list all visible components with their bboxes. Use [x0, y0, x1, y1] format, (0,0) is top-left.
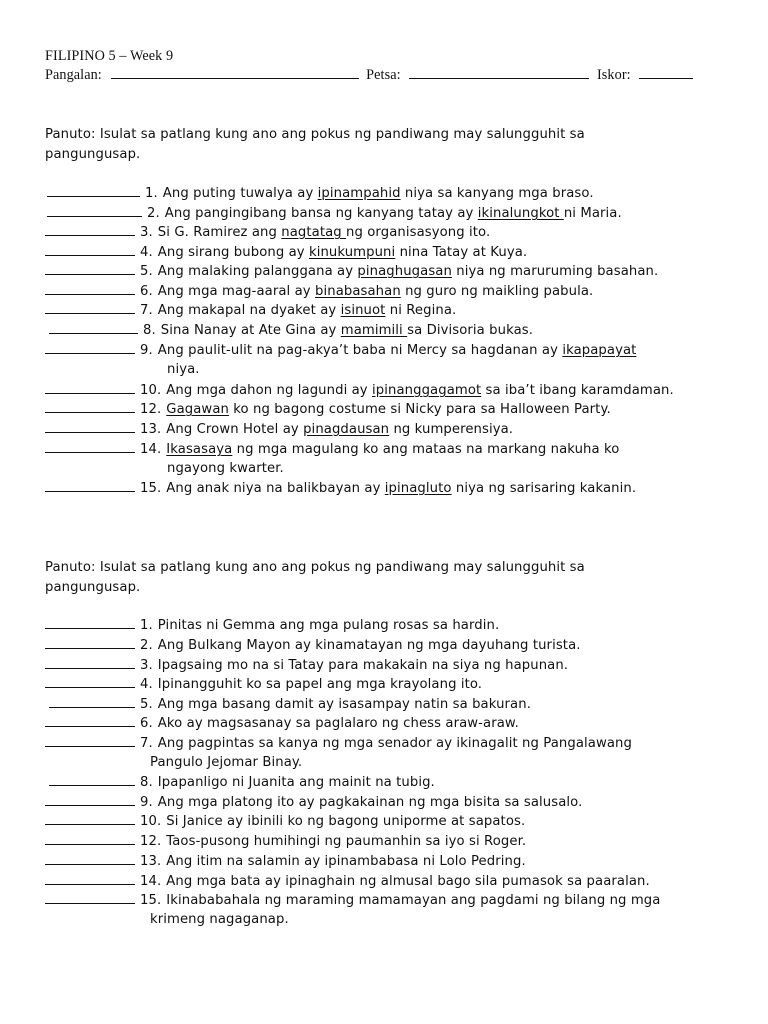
underlined-verb: mamimili: [340, 323, 408, 338]
item-text: Ang makapal na dyaket ay: [157, 303, 341, 318]
item-text: niya ng sarisaring kakanin.: [451, 481, 637, 496]
item-number: 1.: [140, 618, 153, 633]
item-number: 8.: [143, 323, 156, 338]
item-number: 6.: [140, 284, 153, 299]
score-blank[interactable]: [639, 66, 693, 79]
answer-blank[interactable]: [49, 773, 135, 786]
item-number: 2.: [140, 638, 153, 653]
section2-item: [49, 695, 531, 714]
item-number: 5.: [140, 264, 153, 279]
section1-instructions-cont: pangungusap.: [45, 147, 141, 162]
answer-blank[interactable]: [45, 832, 135, 845]
underlined-verb: ipinampahid: [317, 186, 401, 201]
item-text: Ipapanligo ni Juanita ang mainit na tubig.: [157, 775, 435, 790]
item-number: 5.: [140, 697, 153, 712]
item-text: sa Divisoria bukas.: [407, 323, 534, 338]
item-text: sa iba’t ibang karamdaman.: [481, 383, 674, 398]
item-number: 9.: [140, 795, 153, 810]
item-text: ni Maria.: [563, 206, 622, 221]
answer-blank[interactable]: [45, 400, 135, 413]
answer-blank[interactable]: [49, 695, 135, 708]
section2-item: [45, 832, 526, 851]
section2-item: [45, 714, 519, 733]
section1-item: [45, 479, 636, 498]
section1-item: [45, 282, 593, 301]
item-text: Ang itim na salamin ay ipinambabasa ni Lolo Pedring.: [166, 854, 526, 869]
item-number: 4.: [140, 245, 153, 260]
item-text: Ang pangingibang bansa ng kanyang tatay ay: [164, 206, 478, 221]
item-text: Ipagsaing mo na si Tatay para makakain na siya ng hapunan.: [157, 658, 569, 673]
name-label: Pangalan:: [45, 67, 102, 83]
item-text: niya sa kanyang mga braso.: [400, 186, 594, 201]
section2-item: [45, 852, 526, 871]
item-text-continuation: krimeng nagaganap.: [150, 912, 289, 927]
item-text: Ang mga mag-aaral ay: [157, 284, 315, 299]
item-text: Ako ay magsasanay sa paglalaro ng chess araw-araw.: [157, 716, 519, 731]
answer-blank[interactable]: [45, 852, 135, 865]
answer-blank[interactable]: [47, 204, 142, 217]
item-number: 4.: [140, 677, 153, 692]
item-text: ng kumperensiya.: [389, 422, 514, 437]
section1-item: [47, 204, 622, 223]
section1-item: [45, 223, 490, 242]
section2-item: [45, 891, 660, 910]
answer-blank[interactable]: [45, 420, 135, 433]
section1-item: [45, 400, 611, 419]
item-text: Ang paulit-ulit na pag-akya’t baba ni Mercy sa hagdanan ay: [157, 343, 563, 358]
item-number: 13.: [140, 422, 162, 437]
item-number: 1.: [145, 186, 158, 201]
underlined-verb: isinuot: [340, 303, 386, 318]
item-number: 10.: [140, 814, 162, 829]
item-text: Ang Bulkang Mayon ay kinamatayan ng mga dayuhang turista.: [157, 638, 581, 653]
section1-item: [45, 420, 513, 439]
item-text: ni Regina.: [385, 303, 457, 318]
item-text: ng guro ng maikling pabula.: [400, 284, 594, 299]
item-text: Ang mga bata ay ipinaghain ng almusal bago sila pumasok sa paaralan.: [166, 874, 650, 889]
section1-item: [45, 243, 527, 262]
answer-blank[interactable]: [45, 675, 135, 688]
section2-item: [49, 773, 435, 792]
item-text-continuation: ngayong kwarter.: [167, 461, 284, 476]
item-number: 9.: [140, 343, 153, 358]
section2-item: [45, 812, 525, 831]
answer-blank[interactable]: [45, 616, 135, 629]
answer-blank[interactable]: [45, 381, 135, 394]
section1-item: [45, 381, 674, 400]
section2-item: [45, 793, 582, 812]
answer-blank[interactable]: [45, 243, 135, 256]
answer-blank[interactable]: [45, 223, 135, 236]
answer-blank[interactable]: [45, 891, 135, 904]
item-text: Ipinangguhit ko sa papel ang mga krayolang ito.: [157, 677, 483, 692]
section2-item: [45, 616, 499, 635]
section2-instructions: Panuto: Isulat sa patlang kung ano ang pokus ng pandiwang may salungguhit sa: [45, 560, 585, 575]
answer-blank[interactable]: [45, 734, 135, 747]
section2-item: [45, 656, 568, 675]
answer-blank[interactable]: [45, 282, 135, 295]
section1-instructions: Panuto: Isulat sa patlang kung ano ang pokus ng pandiwang may salungguhit sa: [45, 127, 585, 142]
underlined-verb: ikinalungkot: [477, 206, 564, 221]
section2-instructions-cont: pangungusap.: [45, 580, 141, 595]
item-number: 12.: [140, 402, 162, 417]
item-text: Taos-pusong humihingi ng paumanhin sa iyo si Roger.: [166, 834, 527, 849]
section1-item: [49, 321, 533, 340]
answer-blank[interactable]: [45, 479, 135, 492]
item-number: 6.: [140, 716, 153, 731]
section2-item: [45, 636, 581, 655]
section2-item: [45, 734, 632, 753]
item-text-continuation: niya.: [167, 362, 200, 377]
underlined-verb: ikapapayat: [562, 343, 637, 358]
item-number: 8.: [140, 775, 153, 790]
item-text: ng mga magulang ko ang mataas na markang nakuha ko: [232, 442, 620, 457]
item-text: Si Janice ay ibinili ko ng bagong uniporme at sapatos.: [166, 814, 526, 829]
item-text: Sina Nanay at Ate Gina ay: [160, 323, 341, 338]
item-text: Ang malaking palanggana ay: [157, 264, 358, 279]
item-text: Ang Crown Hotel ay: [166, 422, 304, 437]
item-number: 10.: [140, 383, 162, 398]
underlined-verb: ipinanggagamot: [372, 383, 482, 398]
section1-item: [45, 301, 456, 320]
section1-item: [47, 184, 594, 203]
answer-blank[interactable]: [45, 636, 135, 649]
item-text: Ang pagpintas sa kanya ng mga senador ay ikinagalit ng Pangalawang: [157, 736, 632, 751]
name-blank[interactable]: [111, 66, 359, 79]
item-number: 7.: [140, 303, 153, 318]
answer-blank[interactable]: [45, 793, 135, 806]
item-number: 15.: [140, 481, 162, 496]
answer-blank[interactable]: [45, 440, 135, 453]
answer-blank[interactable]: [45, 301, 135, 314]
underlined-verb: Ikasasaya: [166, 442, 233, 457]
item-text: Ikinababahala ng maraming mamamayan ang pagdami ng bilang ng mga: [166, 893, 661, 908]
item-number: 2.: [147, 206, 160, 221]
underlined-verb: Gagawan: [166, 402, 229, 417]
answer-blank[interactable]: [45, 341, 135, 354]
underlined-verb: binabasahan: [315, 284, 401, 299]
underlined-verb: nagtatag: [281, 225, 347, 240]
answer-blank[interactable]: [45, 872, 135, 885]
item-number: 12.: [140, 834, 162, 849]
date-blank[interactable]: [409, 66, 589, 79]
item-number: 14.: [140, 442, 162, 457]
item-text: Ang sirang bubong ay: [157, 245, 309, 260]
item-number: 15.: [140, 893, 162, 908]
underlined-verb: pinagdausan: [303, 422, 390, 437]
item-text: niya ng maruruming basahan.: [451, 264, 659, 279]
score-label: Iskor:: [596, 67, 631, 83]
answer-blank[interactable]: [47, 184, 140, 197]
item-text: Ang mga basang damit ay isasampay natin sa bakuran.: [157, 697, 531, 712]
answer-blank[interactable]: [45, 714, 135, 727]
item-number: 3.: [140, 225, 153, 240]
section2-item: [45, 675, 482, 694]
answer-blank[interactable]: [45, 656, 135, 669]
answer-blank[interactable]: [49, 321, 138, 334]
item-text: ko ng bagong costume si Nicky para sa Halloween Party.: [228, 402, 611, 417]
item-text: Pinitas ni Gemma ang mga pulang rosas sa hardin.: [157, 618, 500, 633]
item-text: Si G. Ramirez ang: [157, 225, 282, 240]
item-text: Ang puting tuwalya ay: [162, 186, 318, 201]
section1-item: [45, 262, 658, 281]
item-number: 7.: [140, 736, 153, 751]
item-number: 13.: [140, 854, 162, 869]
date-label: Petsa:: [366, 67, 401, 83]
section1-item: [45, 440, 619, 459]
underlined-verb: pinaghugasan: [357, 264, 452, 279]
item-text: nina Tatay at Kuya.: [395, 245, 528, 260]
answer-blank[interactable]: [45, 262, 135, 275]
item-text: Ang mga platong ito ay pagkakainan ng mga bisita sa salusalo.: [157, 795, 583, 810]
item-number: 14.: [140, 874, 162, 889]
header-fields: [45, 66, 693, 85]
item-text: Ang anak niya na balikbayan ay: [166, 481, 385, 496]
item-text-continuation: Pangulo Jejomar Binay.: [150, 755, 303, 770]
section1-item: [45, 341, 636, 360]
underlined-verb: ipinagluto: [384, 481, 452, 496]
item-number: 3.: [140, 658, 153, 673]
section2-item: [45, 872, 650, 891]
answer-blank[interactable]: [45, 812, 135, 825]
worksheet-title: FILIPINO 5 – Week 9: [45, 48, 174, 64]
item-text: ng organisasyong ito.: [346, 225, 491, 240]
underlined-verb: kinukumpuni: [308, 245, 396, 260]
item-text: Ang mga dahon ng lagundi ay: [166, 383, 372, 398]
